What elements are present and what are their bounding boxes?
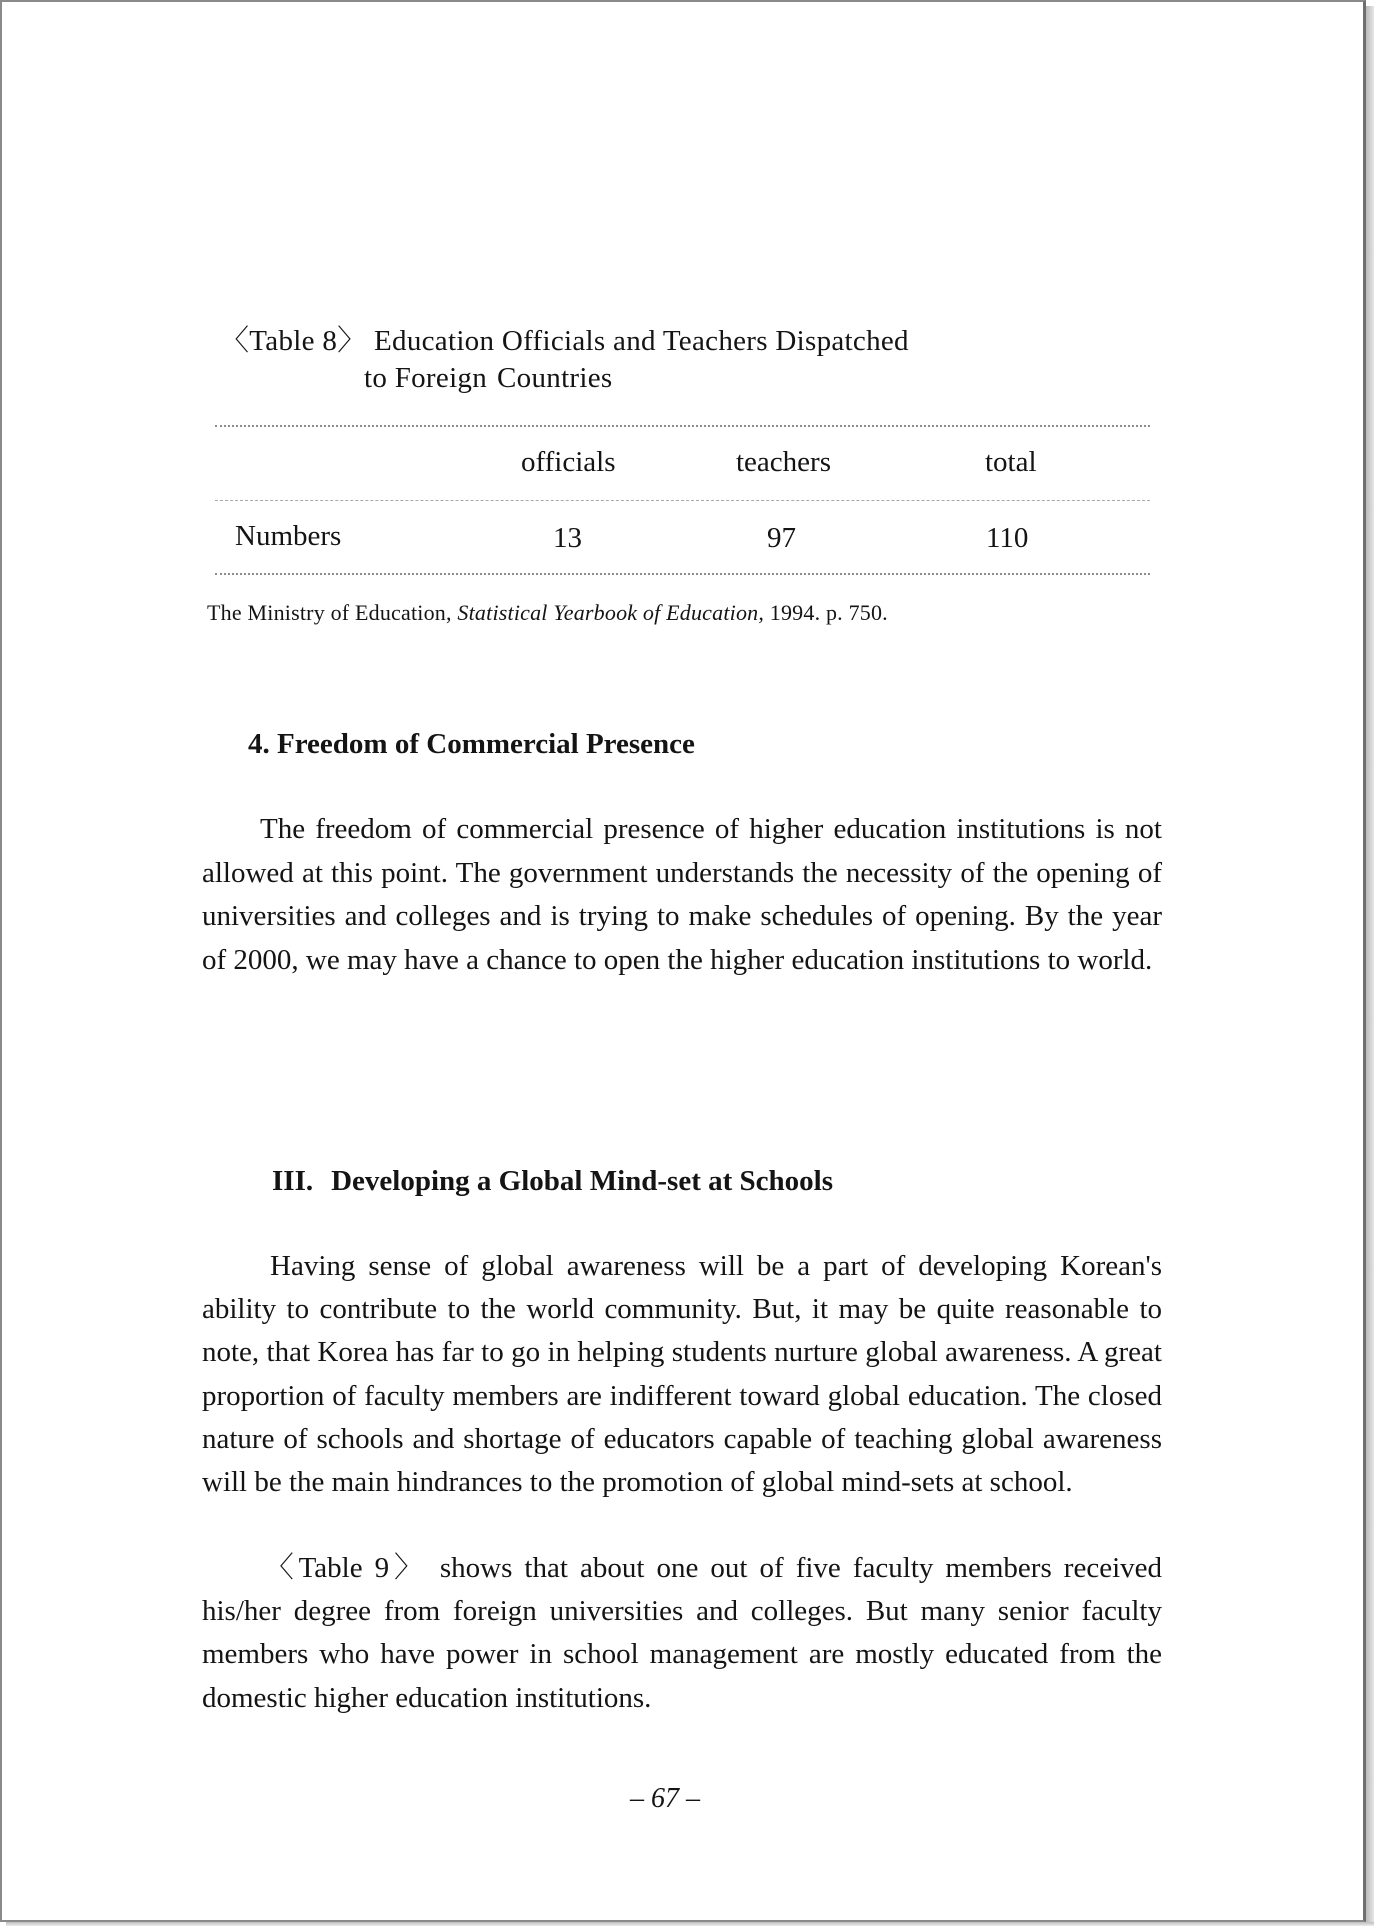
table-caption-title-2b: Countries [497,362,613,394]
section-4-heading: 4. Freedom of Commercial Presence [248,728,695,760]
section-3-paragraph-1 [202,1245,1162,1504]
row-header-numbers: Numbers [235,520,342,552]
column-header-teachers: teachers [736,446,831,478]
section-4-paragraph [202,808,1162,982]
source-prefix: The Ministry of Education, [207,600,452,625]
table-caption-line-2 [364,362,613,395]
table-rule-bottom [215,573,1150,575]
table-caption-line-1 [220,318,909,359]
table-caption-title-1: Education Officials and Teachers Dispatched [374,325,909,357]
section-3-numeral: III. [272,1165,314,1197]
cell-teachers-value: 97 [767,522,796,554]
cell-officials-value: 13 [553,522,582,554]
source-suffix: 1994. p. 750. [769,600,888,625]
section-3-title: Developing a Global Mind-set at Schools [331,1165,834,1197]
page-number: – 67 – [630,1783,700,1814]
table-source-note [207,600,888,626]
section-3-heading [272,1165,833,1198]
table-caption-title-2a: to Foreign [364,362,488,394]
page-shadow [1366,6,1374,1922]
table-caption-label: 〈Table 8〉 [220,325,367,357]
section-3-paragraph-2 [202,1547,1162,1720]
cell-total-value: 110 [986,522,1029,554]
section-4-paragraph-text: The freedom of commercial presence of higher education institutions is not allowed at this point. The government understands the necessity of the opening of universities and colleges and is trying to make schedules of opening. By the year of 2000, we may have a chance to open the higher education institutions to world. [202,813,1162,976]
source-title: Statistical Yearbook of Education, [457,600,765,625]
column-header-total: total [985,446,1037,478]
column-header-officials: officials [521,446,616,478]
section-3-paragraph-2-text: 〈Table 9〉 shows that about one out of five faculty members received his/her degree from foreign universities and colleges. But many senior faculty members who have power in school management are mostly educated from the domestic higher education institutions. [202,1552,1162,1714]
table-rule-middle [215,500,1150,501]
page-shadow-bottom [6,1922,1374,1926]
table-rule-top [215,425,1150,427]
section-3-paragraph-1-text: Having sense of global awareness will be a part of developing Korean's ability to contribute to the world community. But, it may be quite reasonable to note, that Korea has far to go in helping students nurture global awareness. A great proportion of faculty members are indifferent toward global education. The closed nature of schools and shortage of educators capable of teaching global awareness will be the main hindrances to the promotion of global mind-sets at school. [202,1250,1162,1499]
